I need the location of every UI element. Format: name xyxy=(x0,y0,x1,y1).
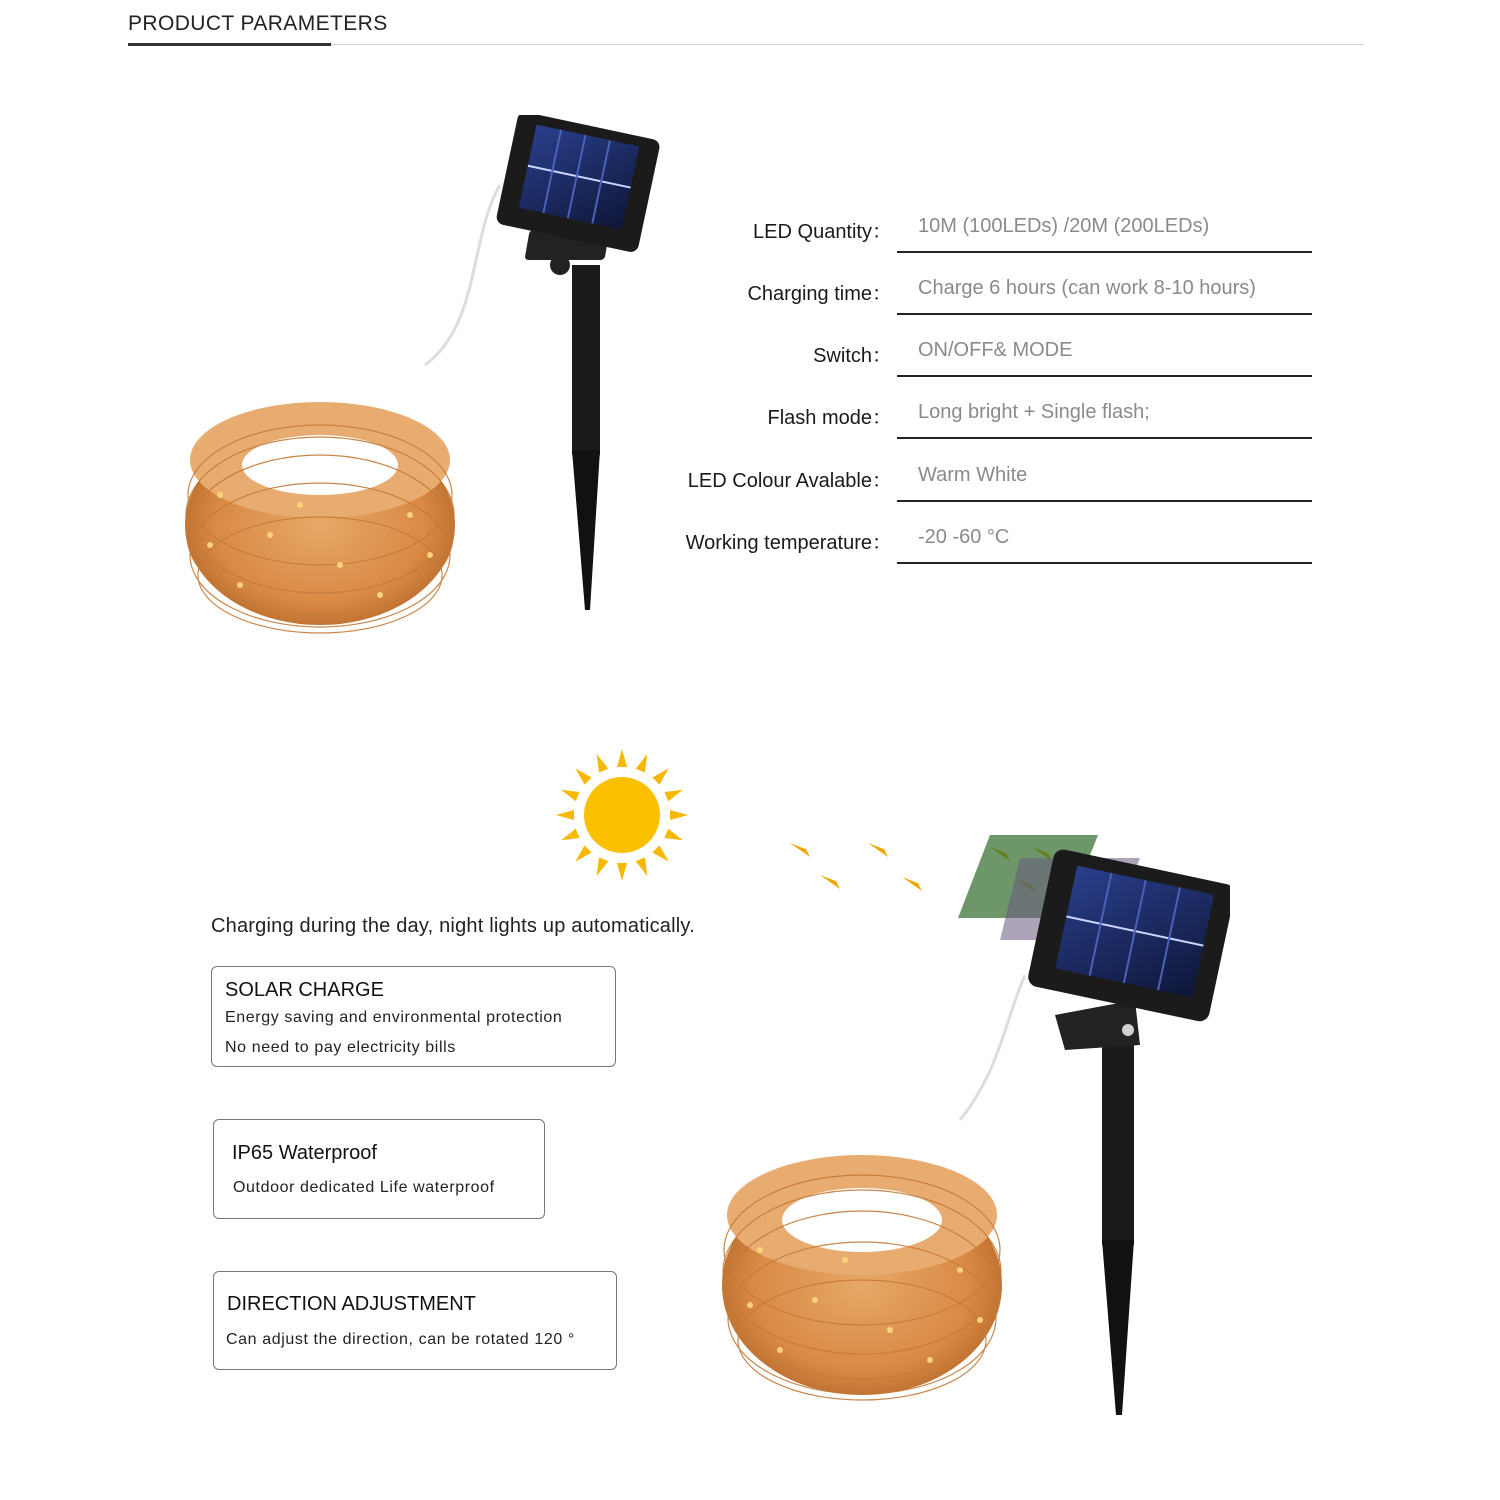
param-underline xyxy=(897,375,1312,377)
param-value: -20 -60 °C xyxy=(918,526,1010,548)
feature-title: DIRECTION ADJUSTMENT xyxy=(227,1293,476,1315)
feature-title: IP65 Waterproof xyxy=(232,1142,377,1164)
param-label: LED Colour Avalable： xyxy=(687,470,892,492)
product-image-top xyxy=(180,115,660,635)
param-underline xyxy=(897,437,1312,439)
feature-line: Outdoor dedicated Life waterproof xyxy=(233,1179,495,1196)
feature-box-direction xyxy=(213,1271,617,1370)
param-row-flash-mode xyxy=(660,391,1320,453)
param-row-led-quantity xyxy=(660,205,1320,267)
param-underline xyxy=(897,313,1312,315)
feature-line: Can adjust the direction, can be rotated 120 ° xyxy=(226,1331,575,1348)
product-image-bottom xyxy=(720,830,1230,1420)
sun-icon xyxy=(552,745,692,885)
param-value: Warm White xyxy=(918,464,1028,486)
param-value: Charge 6 hours (can work 8-10 hours) xyxy=(918,277,1256,299)
param-label: Working temperature： xyxy=(685,532,892,554)
feature-tagline: Charging during the day, night lights up automatically. xyxy=(211,915,695,937)
param-label: LED Quantity： xyxy=(753,221,892,243)
param-value: 10M (100LEDs) /20M (200LEDs) xyxy=(918,215,1210,237)
param-value: ON/OFF& MODE xyxy=(918,339,1073,361)
param-underline xyxy=(897,562,1312,564)
param-row-working-temperature xyxy=(660,516,1320,578)
param-underline xyxy=(897,500,1312,502)
feature-box-waterproof xyxy=(213,1119,545,1219)
feature-line: Energy saving and environmental protection xyxy=(225,1009,563,1026)
param-value: Long bright + Single flash; xyxy=(918,401,1150,423)
param-row-led-colour xyxy=(660,454,1320,516)
feature-title: SOLAR CHARGE xyxy=(225,979,384,1001)
param-row-charging-time xyxy=(660,267,1320,329)
param-underline xyxy=(897,251,1312,253)
header-accent xyxy=(128,43,331,46)
page-title: PRODUCT PARAMETERS xyxy=(128,12,388,35)
param-label: Switch： xyxy=(813,345,892,367)
feature-box-solar-charge xyxy=(211,966,616,1067)
feature-line: No need to pay electricity bills xyxy=(225,1039,456,1056)
param-label: Flash mode： xyxy=(767,407,892,429)
param-label: Charging time： xyxy=(747,283,892,305)
param-row-switch xyxy=(660,329,1320,391)
